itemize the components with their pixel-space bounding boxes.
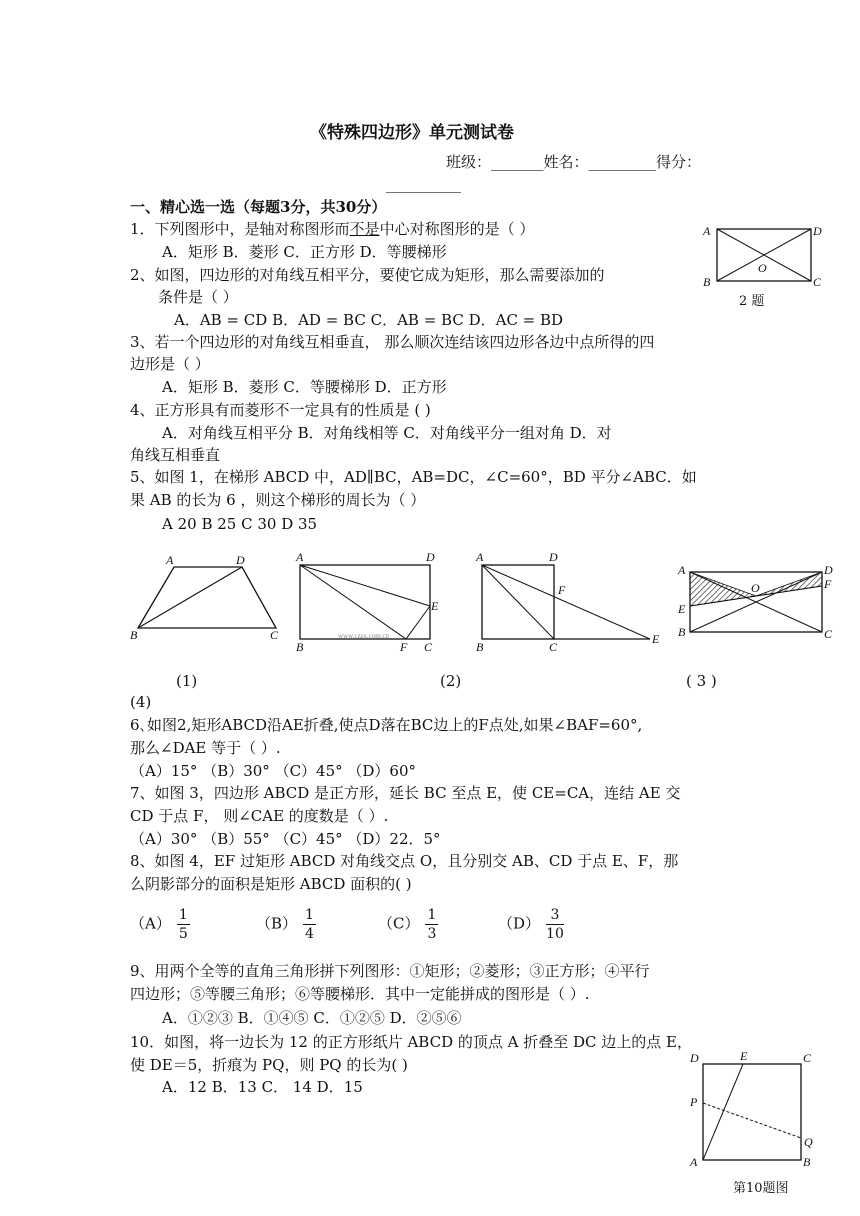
question-6-options: （A）15° （B）30° （C）45° （D）60°: [130, 762, 417, 780]
svg-text:D: D: [549, 550, 558, 564]
question-1-stem: 1．下列图形中，是轴对称图形而不是中心对称图形的是（ ）: [130, 220, 535, 238]
figure-1-trapezoid: [128, 555, 288, 650]
question-10-options: A．12 B．13 C． 14 D．15: [162, 1078, 363, 1096]
svg-text:D: D: [690, 1051, 699, 1065]
question-8-stem-line2: 么阴影部分的面积是矩形 ABCD 面积的( ): [130, 875, 412, 893]
figure-2-caption: (2): [440, 672, 462, 690]
svg-text:B: B: [296, 640, 304, 654]
svg-text:O: O: [751, 581, 760, 595]
svg-text:E: E: [431, 599, 439, 613]
question-10-stem-line2: 使 DE＝5，折痕为 PQ，则 PQ 的长为( ): [130, 1056, 408, 1074]
question-8-stem-line1: 8、如图 4，EF 过矩形 ABCD 对角线交点 O，且分别交 AB、CD 于点 E、F，那: [130, 852, 679, 870]
svg-text:C: C: [424, 640, 433, 654]
question-3-stem-line1: 3、若一个四边形的对角线互相垂直， 那么顺次连结该四边形各边中点所得的四: [130, 333, 655, 351]
question-9-options: A．①②③ B．①④⑤ C．①②⑤ D．②⑤⑥: [162, 1009, 462, 1027]
svg-text:C: C: [824, 627, 833, 641]
svg-text:E: E: [678, 602, 686, 616]
question-6-stem-line1: 6､如图2,矩形ABCD沿AE折叠,使点D落在BC边上的F点处,如果∠BAF=60°,: [130, 716, 643, 734]
svg-text:B: B: [130, 628, 138, 642]
figure-3-caption: ( 3 ): [686, 672, 717, 690]
svg-text:A: A: [166, 553, 174, 567]
section-heading: 一、精心选一选（每题3分，共30分）: [130, 198, 387, 216]
figure-3-square-extension: [472, 550, 672, 660]
svg-text:A: A: [678, 563, 686, 577]
question-7-stem-line1: 7、如图 3，四边形 ABCD 是正方形，延长 BC 至点 E，使 CE=CA，连结 AE 交: [130, 784, 681, 802]
svg-text:B: B: [476, 640, 484, 654]
question-4-stem: 4、正方形具有而菱形不一定具有的性质是 ( ): [130, 401, 431, 419]
question-7-options: （A）30° （B）55° （C）45° （D）22．5°: [130, 830, 441, 848]
svg-text:A: A: [690, 1155, 698, 1169]
question-9-stem-line1: 9、用两个全等的直角三角形拼下列图形：①矩形；②菱形；③正方形；④平行: [130, 962, 650, 980]
page-title: 《特殊四边形》单元测试卷: [310, 123, 514, 143]
question-9-stem-line2: 四边形；⑤等腰三角形；⑥等腰梯形．其中一定能拼成的图形是（ ）.: [130, 985, 590, 1003]
svg-text:C: C: [270, 628, 279, 642]
question-3-stem-line2: 边形是（ ）: [130, 355, 210, 373]
svg-text:D: D: [813, 224, 822, 238]
svg-text:D: D: [236, 553, 245, 567]
fraction: $\frac{1}{3}$: [427, 907, 437, 942]
question-8-option-a: （A） $\frac{1}{5}$: [130, 907, 188, 942]
svg-text:C: C: [813, 275, 822, 289]
svg-text:A: A: [296, 550, 304, 564]
question-7-stem-line2: CD 于点 F， 则∠CAE 的度数是（ ）.: [130, 807, 389, 825]
question-10-stem-line1: 10．如图，将一边长为 12 的正方形纸片 ABCD 的顶点 A 折叠至 DC 边上的点 E，: [130, 1033, 693, 1051]
svg-text:A: A: [703, 224, 711, 238]
question-6-stem-line2: 那么∠DAE 等于（ ）.: [130, 739, 281, 757]
svg-text:B: B: [803, 1155, 811, 1169]
svg-text:A: A: [476, 550, 484, 564]
svg-text:P: P: [690, 1095, 698, 1109]
fraction: $\frac{1}{4}$: [305, 907, 314, 942]
figure-4-caption: (4): [130, 693, 152, 711]
svg-text:D: D: [426, 550, 435, 564]
question-2-stem-line2: 条件是（ ）: [158, 288, 238, 306]
svg-text:C: C: [549, 640, 558, 654]
question-8-option-d: （D） $\frac{3}{10}$: [498, 907, 564, 942]
svg-text:F: F: [558, 583, 566, 597]
figure-q10-folded-square: [686, 1050, 826, 1170]
question-5-stem-line1: 5、如图 1，在梯形 ABCD 中，AD∥BC，AB=DC，∠C=60°，BD 平分∠ABC．如: [130, 468, 697, 486]
question-8-option-c: （C） $\frac{1}{3}$: [378, 907, 437, 942]
question-2-stem-line1: 2、如图，四边形的对角线互相平分，要使它成为矩形，那么需要添加的: [130, 266, 605, 284]
header-fields: 班级：_______姓名：_________得分：: [446, 153, 702, 171]
figure-1-caption: (1): [176, 672, 198, 690]
question-1-options: A．矩形 B．菱形 C．正方形 D．等腰梯形: [162, 243, 447, 261]
svg-text:F: F: [824, 577, 832, 591]
svg-text:E: E: [652, 632, 660, 646]
svg-text:D: D: [824, 563, 833, 577]
svg-text:O: O: [758, 261, 767, 275]
figure-4-shaded-rectangle: [676, 558, 846, 648]
svg-text:B: B: [703, 275, 711, 289]
question-4-options-cont: 角线互相垂直: [130, 446, 221, 464]
header-blank: __________: [386, 175, 461, 193]
svg-text:C: C: [803, 1051, 812, 1065]
question-2-options: A．AB = CD B．AD = BC C．AB = BC D．AC = BD: [174, 311, 564, 329]
figure-q2-rectangle: [700, 222, 830, 312]
svg-text:www.czsx.com.cn: www.czsx.com.cn: [338, 632, 390, 640]
figure-q2-caption: 2 题: [739, 294, 765, 309]
question-4-options: A．对角线互相平分 B．对角线相等 C．对角线平分一组对角 D．对: [162, 424, 612, 442]
figure-q10-caption: 第10题图: [733, 1181, 789, 1196]
question-3-options: A．矩形 B．菱形 C．等腰梯形 D．正方形: [162, 378, 447, 396]
fraction: $\frac{3}{10}$: [546, 907, 564, 942]
figure-2-rectangle-fold: [290, 550, 450, 660]
fraction: $\frac{1}{5}$: [178, 907, 188, 942]
svg-text:E: E: [740, 1049, 748, 1063]
svg-text:B: B: [678, 625, 686, 639]
svg-text:F: F: [400, 640, 408, 654]
question-8-option-b: （B） $\frac{1}{4}$: [256, 907, 314, 942]
question-5-options: A 20 B 25 C 30 D 35: [162, 515, 318, 533]
svg-text:Q: Q: [804, 1135, 813, 1149]
question-5-stem-line2: 果 AB 的长为 6 ，则这个梯形的周长为（ ）: [130, 491, 426, 509]
